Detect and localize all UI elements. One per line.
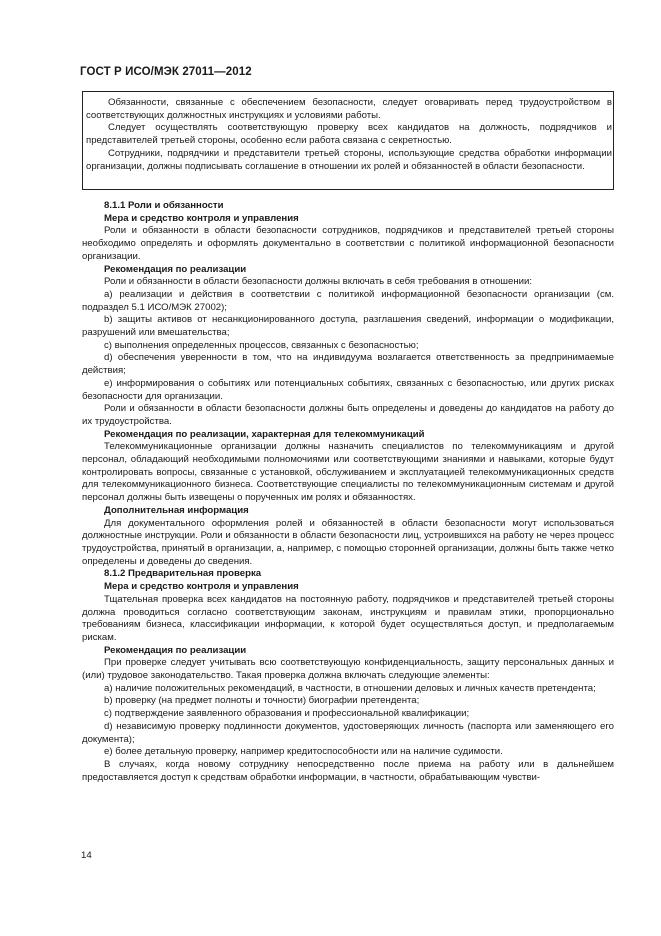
document-body: [82, 200, 614, 784]
body-paragraph: При проверке следует учитывать всю соответствующую конфиденциальность, защиту персональных данных и (или) трудовое законодательство. Такая проверка должна включать следующие элементы:: [82, 657, 614, 682]
boxed-paragraph: Сотрудники, подрядчики и представители третьей стороны, использующие средства обработки информации организации, должны подписывать соглашение в отношении их ролей и обязанностей в области безопасности.: [86, 147, 612, 172]
section-heading: Рекомендация по реализации: [104, 263, 247, 275]
section-heading: Рекомендация по реализации, характерная для телекоммуникаций: [104, 428, 425, 440]
section-heading: Мера и средство контроля и управления: [104, 581, 299, 593]
body-paragraph: Для документального оформления ролей и обязанностей в области безопасности могут использоваться должностные инструкции. Роли и обязанности в области безопасности лиц, устроившихся на работу не через процесс трудоустройства, принятый в организации, а, например, с помощью сторонней организации, должны быть также четко определены и доведены до сведения.: [82, 517, 614, 567]
body-paragraph: e) информирования о событиях или потенциальных событиях, связанных с безопасностью, или других рисках безопасности для организации.: [82, 377, 614, 402]
body-paragraph: a) реализации и действия в соответствии с политикой информационной безопасности организации (см. подраздел 5.1 ИСО/МЭК 27002);: [82, 288, 614, 313]
page-number: 14: [81, 850, 92, 861]
section-heading: 8.1.2 Предварительная проверка: [104, 568, 262, 580]
boxed-summary: [86, 97, 612, 173]
section-heading: Мера и средство контроля и управления: [104, 212, 299, 224]
document-header: ГОСТ Р ИСО/МЭК 27011—2012: [80, 66, 252, 78]
body-paragraph: Тщательная проверка всех кандидатов на постоянную работу, подрядчиков и представителей третьей стороны должна проводиться согласно соответствующим законам, инструкциям и правилам этики, пропорционально требованиям бизнеса, классификации информации, к которой будет осуществляться доступ, и предполагаемым рискам.: [82, 593, 614, 643]
body-paragraph: a) наличие положительных рекомендаций, в частности, в отношении деловых и личных качеств претендента;: [104, 682, 596, 694]
body-paragraph: Роли и обязанности в области безопасности сотрудников, подрядчиков и представителей третьей стороны необходимо определять и оформлять документально в соответствии с политикой информационной безопасности организации.: [82, 225, 614, 262]
body-paragraph: c) подтверждение заявленного образования и профессиональной квалификации;: [104, 708, 470, 720]
body-paragraph: В случаях, когда новому сотруднику непосредственно после приема на работу или в дальнейшем предоставляется доступ к средствам обработки информации, в частности, обрабатывающим чувстви-: [82, 758, 614, 783]
boxed-paragraph: Обязанности, связанные с обеспечением безопасности, следует оговаривать перед трудоустройством в соответствующих должностных инструкциях и условиями работы.: [86, 97, 612, 121]
body-paragraph: b) защиты активов от несанкционированного доступа, разглашения сведений, информации о модификации, разрушений или вмешательства;: [82, 314, 614, 339]
section-heading: Рекомендация по реализации: [104, 644, 247, 656]
body-paragraph: Телекоммуникационные организации должны назначить специалистов по телекоммуникациям и другой персонал, обладающий необходимыми полномочиями или соответствующими знаниями и навыками, которые будут контролировать вопросы, связанные с установкой, обслуживанием и эксплуатацией телекоммуникационных средств для телекоммуникационного бизнеса. Соответствующие специалисты по телекоммуникационным системам и другой персонал должны быть извещены о порученных им ролях и обязанностях.: [82, 441, 614, 504]
body-paragraph: d) обеспечения уверенности в том, что на индивидуума возлагается ответственность за предпринимаемые действия;: [82, 352, 614, 377]
body-paragraph: Роли и обязанности в области безопасности должны включать в себя требования в отношении:: [104, 276, 533, 288]
body-paragraph: c) выполнения определенных процессов, связанных с безопасностью;: [104, 339, 419, 351]
body-paragraph: b) проверку (на предмет полноты и точности) биографии претендента;: [104, 695, 420, 707]
body-paragraph: d) независимую проверку подлинности документов, удостоверяющих личность (паспорта или заменяющего его документа);: [82, 720, 614, 745]
body-paragraph: Роли и обязанности в области безопасности должны быть определены и доведены до кандидатов на работу до их трудоустройства.: [82, 403, 614, 427]
body-paragraph: e) более детальную проверку, например кредитоспособности или на наличие судимости.: [104, 746, 503, 758]
boxed-paragraph: Следует осуществлять соответствующую проверку всех кандидатов на должность, подрядчиков и представителей третьей стороны, особенно если работа связана с секретностью.: [86, 122, 612, 147]
section-heading: Дополнительная информация: [104, 504, 249, 516]
section-heading: 8.1.1 Роли и обязанности: [104, 200, 224, 211]
